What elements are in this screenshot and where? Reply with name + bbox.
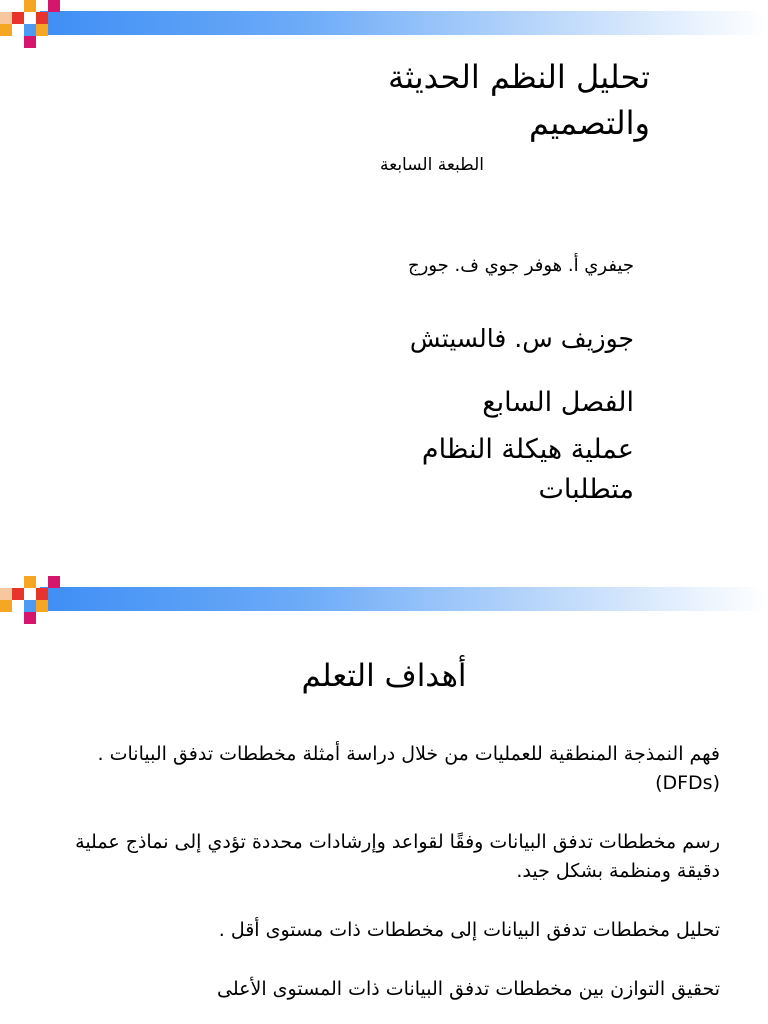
chapter-subtitle: عملية هيكلة النظام متطلبات [421, 434, 634, 505]
list-item: رسم مخططات تدفق البيانات وفقًا لقواعد وإرشادات محددة تؤدي إلى نماذج عملية دقيقة ومنظمة بشكل جيد. [75, 831, 720, 882]
slide-objectives [0, 576, 768, 1024]
list-item: تحقيق التوازن بين مخططات تدفق البيانات ذات المستوى الأعلى [217, 978, 720, 1000]
header-gradient-bar [40, 587, 768, 611]
presentation-title: تحليل النظم الحديثة والتصميم [387, 58, 650, 142]
objectives-list [70, 738, 720, 1024]
authors-line-1: جيفري أ. هوفر جوي ف. جورج [408, 255, 634, 276]
list-item: تحليل مخططات تدفق البيانات إلى مخططات ذات مستوى أقل . [218, 919, 720, 941]
checker-decoration-icon [0, 0, 60, 48]
list-item: فهم النمذجة المنطقية للعمليات من خلال دراسة أمثلة مخططات تدفق البيانات .(DFDs) [97, 743, 720, 794]
objectives-title: أهداف التعلم [301, 658, 467, 694]
chapter-label: الفصل السابع [482, 387, 634, 418]
header-gradient-bar [40, 11, 768, 35]
authors-line-2: جوزيف س. فالسيتش [409, 324, 634, 353]
edition-label: الطبعة السابعة [380, 155, 484, 175]
checker-decoration-icon [0, 576, 60, 624]
